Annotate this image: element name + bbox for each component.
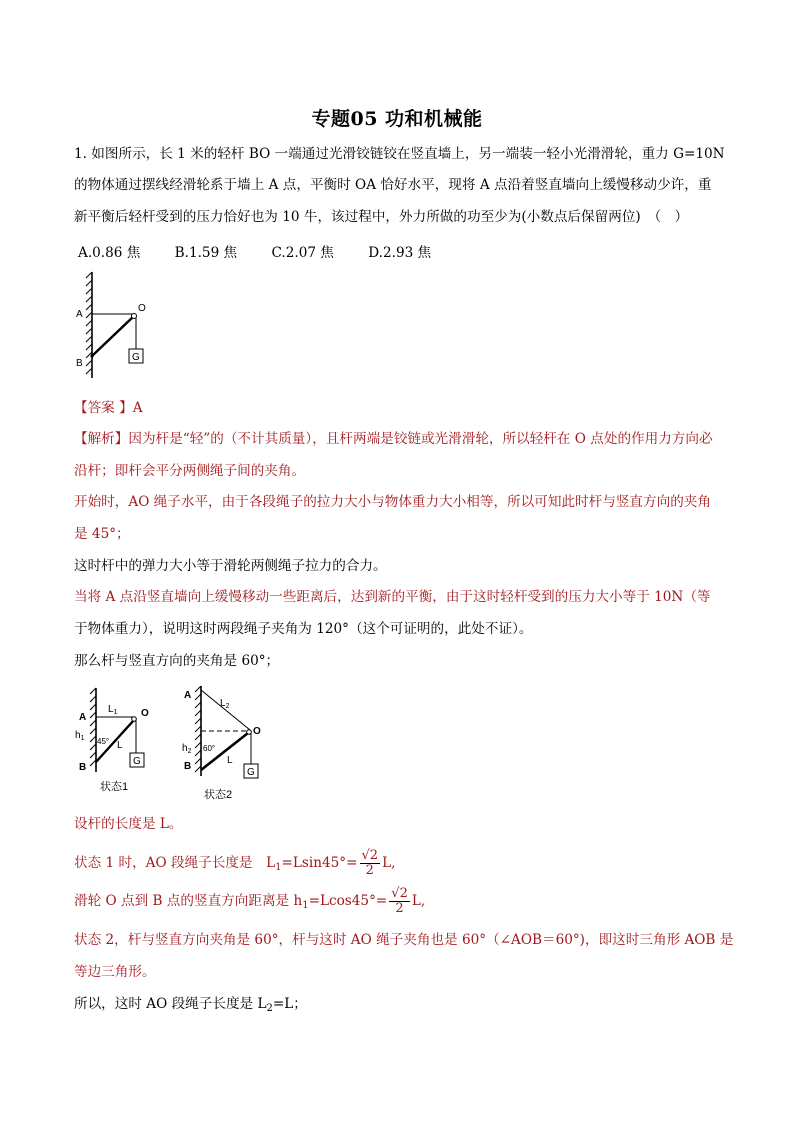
state1-label-l1: $L_1$ xyxy=(108,704,118,716)
state2-label-o: O xyxy=(253,726,261,737)
answer-line xyxy=(74,398,724,418)
analysis-line-3: 开始时，AO 绳子水平，由于各段绳子的拉力大小与物体重力大小相等，所以可知此时杆与竖直方向的夹角 xyxy=(74,494,711,510)
analysis-label: 【解析】 xyxy=(74,431,129,447)
state1-weight-label: G xyxy=(133,756,141,767)
option-b: B.1.59 焦 xyxy=(174,245,238,261)
state1-label-l: L xyxy=(117,740,123,751)
point-label-o: O xyxy=(138,303,146,314)
state-figures xyxy=(70,682,290,807)
answer-options xyxy=(78,241,461,261)
state1-diagram xyxy=(75,688,149,793)
body-line-2-post: L, xyxy=(382,855,396,871)
state2-label-h2: $h_2$ xyxy=(182,743,192,755)
analysis-line-8: 那么杆与竖直方向的夹角是 60°； xyxy=(74,653,280,669)
body-line-2-sub: 1 xyxy=(275,862,282,873)
body-line-3-post: L, xyxy=(411,893,426,909)
body-line-6-post: =L； xyxy=(272,996,307,1012)
body-line-3-mid: =Lcos45°= xyxy=(308,893,388,909)
question-line-1: 1. 如图所示，长 1 米的轻杆 BO 一端通过光滑铰链铰在竖直墙上，另一端装一轻小光滑滑轮，重力 G=10N xyxy=(74,146,725,162)
fraction-sqrt2-over-2: $\frac{√2}{2}$ xyxy=(361,848,379,878)
analysis-line-2: 沿杆；即杆会平分两侧绳子间的夹角。 xyxy=(74,463,306,479)
pulley xyxy=(132,314,137,319)
page-title: 专题05 功和机械能 xyxy=(311,108,483,130)
body-line-6-pre: 所以，这时 AO 段绳子长度是 L xyxy=(74,996,267,1012)
analysis-line-1 xyxy=(74,429,724,449)
rod-bo xyxy=(92,316,134,356)
state1-label-b: B xyxy=(79,762,87,773)
point-label-b: B xyxy=(76,358,83,369)
body-line-6-sub: 2 xyxy=(266,1003,273,1014)
question-line-2: 的物体通过摆线经滑轮系于墙上 A 点，平衡时 OA 恰好水平，现将 A 点沿着竖直墙向上缓慢移动少许，重 xyxy=(74,177,712,193)
answer-label: 【答案 】 xyxy=(74,400,133,416)
body-line-3 xyxy=(74,884,724,918)
state2-label-a: A xyxy=(184,690,192,701)
analysis-line-7: 于物体重力），说明这时两段绳子夹角为 120°（这个可证明的，此处不证）。 xyxy=(74,621,533,637)
state1-caption: 状态1 xyxy=(100,781,129,793)
body-line-6 xyxy=(74,994,724,1019)
state2-angle-label: 60° xyxy=(203,744,216,753)
body-line-3-pre: 滑轮 O 点到 B 点的竖直方向距离是 h xyxy=(74,893,303,909)
body-line-3-sub: 1 xyxy=(302,900,309,911)
analysis-text-1: 因为杆是“轻”的（不计其质量），且杆两端是铰链或光滑滑轮，所以轻杆在 O 点处的作用力方向必 xyxy=(128,431,713,447)
point-label-a: A xyxy=(76,309,83,320)
state1-label-h1: $h_1$ xyxy=(75,730,85,742)
state1-angle-label: 45° xyxy=(97,737,110,746)
option-d: D.2.93 焦 xyxy=(368,245,432,261)
state2-weight-label: G xyxy=(247,767,255,778)
state2-caption: 状态2 xyxy=(204,789,233,801)
state1-label-o: O xyxy=(141,708,149,719)
question-figure xyxy=(70,270,170,385)
option-a: A.0.86 焦 xyxy=(78,245,141,261)
body-line-5: 等边三角形。 xyxy=(74,964,156,980)
state1-label-a: A xyxy=(79,712,87,723)
body-line-2-mid: =Lsin45°= xyxy=(281,855,358,871)
state2-label-b: B xyxy=(184,761,192,772)
state2-label-l: L xyxy=(227,755,233,766)
body-line-4: 状态 2，杆与竖直方向夹角是 60°，杆与这时 AO 绳子夹角也是 60°（∠AOB＝60°)，即这时三角形 AOB 是 xyxy=(74,932,734,948)
state2-diagram xyxy=(182,686,261,801)
option-c: C.2.07 焦 xyxy=(271,245,334,261)
body-line-2 xyxy=(74,846,724,880)
hinge-b xyxy=(90,354,93,357)
analysis-line-4: 是 45°； xyxy=(74,526,130,542)
wall-hatching xyxy=(86,272,92,378)
answer-value: A xyxy=(132,400,143,416)
analysis-line-6: 当将 A 点沿竖直墙向上缓慢移动一些距离后，达到新的平衡，由于这时轻杆受到的压力大小等于 10N（等 xyxy=(74,589,711,605)
body-line-1: 设杆的长度是 L。 xyxy=(74,816,183,832)
weight-label: G xyxy=(132,352,140,363)
question-line-3: 新平衡后轻杆受到的压力恰好也为 10 牛，该过程中，外力所做的功至少为(小数点后保留两位) （ ） xyxy=(74,209,689,225)
analysis-line-5: 这时杆中的弹力大小等于滑轮两侧绳子拉力的合力。 xyxy=(74,558,387,574)
fraction-sqrt2-over-2: $\frac{√2}{2}$ xyxy=(391,886,408,916)
body-line-2-pre: 状态 1 时，AO 段绳子长度是 L xyxy=(74,855,276,871)
state2-label-l2: $L_2$ xyxy=(220,698,230,710)
